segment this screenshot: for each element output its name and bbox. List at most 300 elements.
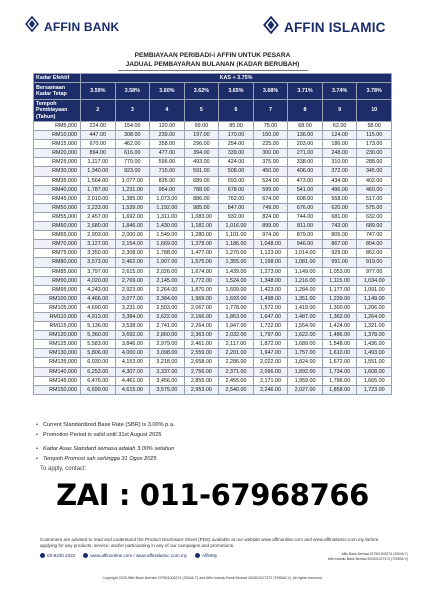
financing-amount-cell: RM55,000 <box>34 212 81 221</box>
monthly-payment-cell: 1,477.00 <box>184 249 219 258</box>
title-underline <box>118 70 308 71</box>
monthly-payment-cell: 170.00 <box>219 131 254 140</box>
financing-amount-cell: RM115,000 <box>34 322 81 331</box>
table-row <box>34 376 392 385</box>
monthly-payment-cell: 5,806.00 <box>81 349 116 358</box>
monthly-payment-cell: 1,436.00 <box>357 340 392 349</box>
monthly-payment-cell: 239.00 <box>150 131 185 140</box>
monthly-payment-cell: 2,756.00 <box>184 367 219 376</box>
financing-amount-cell: RM30,000 <box>34 167 81 176</box>
financing-amount-cell: RM45,000 <box>34 194 81 203</box>
monthly-payment-cell: 2,855.00 <box>184 376 219 385</box>
monthly-payment-cell: 450.00 <box>253 167 288 176</box>
agent-contact[interactable]: ZAI : 011-67968766 <box>56 478 369 512</box>
monthly-payment-cell: 1,385.00 <box>115 194 150 203</box>
monthly-payment-cell: 2,032.00 <box>219 331 254 340</box>
monthly-payment-cell: 4,913.00 <box>81 312 116 321</box>
monthly-payment-cell: 1,959.00 <box>288 376 323 385</box>
monthly-payment-cell: 575.00 <box>357 203 392 212</box>
monthly-payment-cell: 1,083.00 <box>184 212 219 221</box>
monthly-payment-cell: 1,362.00 <box>322 312 357 321</box>
tenure-year-cell: 4 <box>150 100 185 122</box>
monthly-payment-cell: 862.00 <box>357 249 392 258</box>
monthly-payment-cell: 4,243.00 <box>81 285 116 294</box>
monthly-payment-cell: 1,123.00 <box>253 249 288 258</box>
monthly-payment-cell: 1,858.00 <box>322 385 357 394</box>
monthly-payment-cell: 541.00 <box>288 185 323 194</box>
table-row <box>34 267 392 276</box>
header <box>0 0 425 44</box>
note-item-malay: • Tempoh Promosi sah sehingga 31 Ogos 2025 <box>36 456 157 462</box>
affin-bank-brand[interactable] <box>24 16 119 37</box>
affin-logo-icon <box>24 16 40 37</box>
monthly-payment-cell: 596.00 <box>150 158 185 167</box>
monthly-payment-cell: 345.00 <box>357 167 392 176</box>
monthly-payment-cell: 254.00 <box>219 140 254 149</box>
monthly-payment-cell: 1,239.00 <box>322 294 357 303</box>
monthly-payment-cell: 2,363.00 <box>184 331 219 340</box>
monthly-payment-cell: 1,796.00 <box>322 376 357 385</box>
monthly-payment-cell: 1,014.00 <box>288 249 323 258</box>
monthly-payment-cell: 4,153.00 <box>115 358 150 367</box>
monthly-payment-cell: 2,455.00 <box>219 376 254 385</box>
monthly-payment-cell: 770.00 <box>115 158 150 167</box>
monthly-payment-cell: 932.00 <box>219 212 254 221</box>
monthly-payment-cell: 5,136.00 <box>81 322 116 331</box>
monthly-payment-cell: 1,073.00 <box>150 194 185 203</box>
monthly-payment-cell: 2,923.00 <box>115 285 150 294</box>
monthly-payment-cell: 2,622.00 <box>150 312 185 321</box>
table-row <box>34 294 392 303</box>
monthly-payment-cell: 1,554.00 <box>288 322 323 331</box>
monthly-payment-cell: 1,351.00 <box>288 294 323 303</box>
repayment-table-container <box>33 73 392 395</box>
monthly-payment-cell: 3,127.00 <box>81 240 116 249</box>
monthly-payment-cell: 1,378.00 <box>357 331 392 340</box>
monthly-payment-cell: 6,699.00 <box>81 385 116 394</box>
repayment-table <box>33 73 392 395</box>
monthly-payment-cell: 338.00 <box>288 158 323 167</box>
monthly-payment-cell: 1,177.00 <box>322 285 357 294</box>
monthly-payment-cell: 1,493.00 <box>357 349 392 358</box>
monthly-payment-cell: 744.00 <box>288 212 323 221</box>
table-row <box>34 222 392 231</box>
monthly-payment-cell: 375.00 <box>253 158 288 167</box>
monthly-payment-cell: 477.00 <box>150 149 185 158</box>
monthly-payment-cell: 2,462.00 <box>115 258 150 267</box>
financing-amount-cell: RM120,000 <box>34 331 81 340</box>
notes-section <box>36 422 396 466</box>
financing-amount-cell: RM20,000 <box>34 149 81 158</box>
monthly-payment-cell: 1,264.00 <box>357 312 392 321</box>
monthly-payment-cell: 1,280.00 <box>184 231 219 240</box>
monthly-payment-cell: 4,466.00 <box>81 294 116 303</box>
monthly-payment-cell: 689.00 <box>184 176 219 185</box>
social-icon <box>195 553 200 558</box>
monthly-payment-cell: 1,186.00 <box>219 240 254 249</box>
monthly-payment-cell: 1,622.00 <box>288 331 323 340</box>
monthly-payment-cell: 1,672.00 <box>322 358 357 367</box>
monthly-payment-cell: 985.00 <box>184 203 219 212</box>
monthly-payment-cell: 424.00 <box>219 158 254 167</box>
monthly-payment-cell: 929.00 <box>322 249 357 258</box>
table-row <box>34 367 392 376</box>
monthly-payment-cell: 1,149.00 <box>288 267 323 276</box>
monthly-payment-cell: 85.00 <box>219 122 254 131</box>
tenure-year-cell: 6 <box>219 100 254 122</box>
affin-bank-logo-text: AFFIN BANK <box>44 19 120 34</box>
financing-amount-cell: RM35,000 <box>34 176 81 185</box>
financing-amount-cell: RM60,000 <box>34 222 81 231</box>
monthly-payment-cell: 2,308.00 <box>115 249 150 258</box>
monthly-payment-cell: 1,778.00 <box>219 303 254 312</box>
table-row <box>34 131 392 140</box>
monthly-payment-cell: 2,166.00 <box>184 312 219 321</box>
monthly-payment-cell: 2,067.00 <box>184 303 219 312</box>
monthly-payment-cell: 1,216.00 <box>288 276 323 285</box>
tenure-year-cell: 5 <box>184 100 219 122</box>
disclaimer-text: Customers are advised to read and understand the Product Disclosure Sheet (PDS) available at our website www.affinonline.com and www.affinislamic.com.my before applying for any products, service, and/or participating in any of our campaigns and promotions. <box>40 537 379 549</box>
financing-amount-cell: RM130,000 <box>34 349 81 358</box>
table-row <box>34 385 392 394</box>
monthly-payment-cell: 2,384.00 <box>150 294 185 303</box>
monthly-payment-cell: 1,689.00 <box>288 340 323 349</box>
monthly-payment-cell: 2,615.00 <box>115 267 150 276</box>
monthly-payment-cell: 1,947.00 <box>253 349 288 358</box>
monthly-payment-cell: 1,311.00 <box>150 212 185 221</box>
table-row <box>34 158 392 167</box>
monthly-payment-cell: 1,572.00 <box>253 303 288 312</box>
monthly-payment-cell: 811.00 <box>288 222 323 231</box>
monthly-payment-cell: 99.00 <box>184 122 219 131</box>
monthly-payment-cell: 3,538.00 <box>115 322 150 331</box>
monthly-payment-cell: 1,198.00 <box>253 258 288 267</box>
tenure-label: Tempoh Pembiayaan (Tahun) <box>34 100 81 122</box>
monthly-payment-cell: 372.00 <box>322 167 357 176</box>
monthly-payment-cell: 3,692.00 <box>115 331 150 340</box>
financing-amount-cell: RM125,000 <box>34 340 81 349</box>
table-row <box>34 349 392 358</box>
bullet-icon: • <box>36 422 38 428</box>
table-row <box>34 167 392 176</box>
monthly-payment-cell: 867.00 <box>322 240 357 249</box>
table-row <box>34 322 392 331</box>
monthly-payment-cell: 681.00 <box>322 212 357 221</box>
flat-rate-cell: 3.74% <box>322 83 357 100</box>
table-row <box>34 185 392 194</box>
copyright: Copyright 2025 Affin Bank Berhad 197501003274 (25046-T) and Affin Islamic Bank Berhad 200501027372 (709506-V). All rights reserved. <box>102 576 323 580</box>
monthly-payment-cell: 3,077.00 <box>115 294 150 303</box>
financing-amount-cell: RM105,000 <box>34 303 81 312</box>
monthly-payment-cell: 1,863.00 <box>219 312 254 321</box>
monthly-payment-cell: 2,860.00 <box>150 331 185 340</box>
monthly-payment-cell: 310.00 <box>322 158 357 167</box>
table-row <box>34 122 392 131</box>
monthly-payment-cell: 1,498.00 <box>253 294 288 303</box>
monthly-payment-cell: 743.00 <box>322 222 357 231</box>
monthly-payment-cell: 1,284.00 <box>288 285 323 294</box>
phone-contact[interactable]: 03-8230 2222 <box>40 553 75 558</box>
monthly-payment-cell: 2,145.00 <box>150 276 185 285</box>
table-row <box>34 240 392 249</box>
monthly-payment-cell: 2,000.00 <box>115 231 150 240</box>
financing-amount-cell: RM70,000 <box>34 240 81 249</box>
financing-amount-cell: RM5,000 <box>34 122 81 131</box>
note-item: • Current Standardized Base Rate (SBR) is 3.00% p.a. <box>36 422 175 428</box>
financing-amount-cell: RM110,000 <box>34 312 81 321</box>
tenure-year-cell: 7 <box>253 100 288 122</box>
monthly-payment-cell: 1,439.00 <box>219 267 254 276</box>
monthly-payment-cell: 1,846.00 <box>115 222 150 231</box>
monthly-payment-cell: 62.00 <box>322 122 357 131</box>
table-row <box>34 203 392 212</box>
social-link[interactable]: AffinMy <box>195 553 217 558</box>
monthly-payment-cell: 1,077.00 <box>115 176 150 185</box>
monthly-payment-cell: 1,048.00 <box>253 240 288 249</box>
monthly-payment-cell: 434.00 <box>322 176 357 185</box>
monthly-payment-cell: 847.00 <box>219 203 254 212</box>
financing-amount-cell: RM135,000 <box>34 358 81 367</box>
table-row <box>34 249 392 258</box>
monthly-payment-cell: 919.00 <box>357 258 392 267</box>
monthly-payment-cell: 5,583.00 <box>81 340 116 349</box>
product-title: PEMBIAYAAN PERIBADI-i AFFIN UNTUK PESARA <box>134 52 291 59</box>
monthly-payment-cell: 1,340.00 <box>81 167 116 176</box>
website-link[interactable]: www.affinonline.com / www.affinislamic.com.my <box>83 553 187 558</box>
kas-rate-header: KAS + 3.75% <box>81 74 392 83</box>
monthly-payment-cell: 1,016.00 <box>219 222 254 231</box>
monthly-payment-cell: 805.00 <box>322 231 357 240</box>
monthly-payment-cell: 2,264.00 <box>184 322 219 331</box>
monthly-payment-cell: 1,757.00 <box>288 349 323 358</box>
monthly-payment-cell: 2,286.00 <box>219 358 254 367</box>
flat-rate-cell: 3.62% <box>184 83 219 100</box>
monthly-payment-cell: 616.00 <box>115 149 150 158</box>
monthly-payment-cell: 6,253.00 <box>81 367 116 376</box>
monthly-payment-cell: 136.00 <box>288 131 323 140</box>
monthly-payment-cell: 954.00 <box>150 185 185 194</box>
monthly-payment-cell: 1,824.00 <box>288 358 323 367</box>
tenure-year-cell: 9 <box>322 100 357 122</box>
table-row <box>34 176 392 185</box>
monthly-payment-cell: 358.00 <box>150 140 185 149</box>
monthly-payment-cell: 886.00 <box>184 194 219 203</box>
monthly-payment-cell: 288.00 <box>357 158 392 167</box>
monthly-payment-cell: 1,231.00 <box>115 185 150 194</box>
flat-rate-cell: 3.71% <box>288 83 323 100</box>
affin-islamic-logo-text: AFFIN ISLAMIC <box>284 20 386 35</box>
monthly-payment-cell: 2,461.00 <box>184 340 219 349</box>
monthly-payment-cell: 4,461.00 <box>115 376 150 385</box>
monthly-payment-cell: 6,476.00 <box>81 376 116 385</box>
financing-amount-cell: RM85,000 <box>34 267 81 276</box>
monthly-payment-cell: 2,027.00 <box>288 385 323 394</box>
monthly-payment-cell: 2,769.00 <box>115 276 150 285</box>
monthly-payment-cell: 3,350.00 <box>81 249 116 258</box>
monthly-payment-cell: 2,154.00 <box>115 240 150 249</box>
monthly-payment-cell: 1,787.00 <box>81 185 116 194</box>
monthly-payment-cell: 1,549.00 <box>150 231 185 240</box>
monthly-payment-cell: 1,674.00 <box>184 267 219 276</box>
monthly-payment-cell: 524.00 <box>253 176 288 185</box>
monthly-payment-cell: 824.00 <box>253 212 288 221</box>
monthly-payment-cell: 2,022.00 <box>253 358 288 367</box>
monthly-payment-cell: 762.00 <box>219 194 254 203</box>
monthly-payment-cell: 225.00 <box>253 140 288 149</box>
monthly-payment-cell: 4,307.00 <box>115 367 150 376</box>
monthly-payment-cell: 1,693.00 <box>219 294 254 303</box>
monthly-payment-cell: 977.00 <box>357 267 392 276</box>
table-row <box>34 231 392 240</box>
financing-amount-cell: RM50,000 <box>34 203 81 212</box>
monthly-payment-cell: 923.00 <box>115 167 150 176</box>
monthly-payment-cell: 402.00 <box>357 176 392 185</box>
monthly-payment-cell: 1,081.00 <box>288 258 323 267</box>
monthly-payment-cell: 1,669.00 <box>150 240 185 249</box>
monthly-payment-cell: 1,321.00 <box>357 322 392 331</box>
monthly-payment-cell: 1,348.00 <box>253 276 288 285</box>
effective-rate-label: Kadar Efektif <box>34 74 81 83</box>
monthly-payment-cell: 3,337.00 <box>150 367 185 376</box>
monthly-payment-cell: 676.00 <box>288 203 323 212</box>
monthly-payment-cell: 1,692.00 <box>115 212 150 221</box>
monthly-payment-cell: 1,115.00 <box>322 276 357 285</box>
monthly-payment-cell: 670.00 <box>81 140 116 149</box>
tenure-year-cell: 2 <box>81 100 116 122</box>
monthly-payment-cell: 749.00 <box>253 203 288 212</box>
monthly-payment-cell: 394.00 <box>184 149 219 158</box>
monthly-payment-cell: 2,246.00 <box>253 385 288 394</box>
monthly-payment-cell: 991.00 <box>322 258 357 267</box>
monthly-payment-cell: 460.00 <box>357 185 392 194</box>
monthly-payment-cell: 339.00 <box>219 149 254 158</box>
monthly-payment-cell: 974.00 <box>253 231 288 240</box>
monthly-payment-cell: 271.00 <box>288 149 323 158</box>
monthly-payment-cell: 3,098.00 <box>150 349 185 358</box>
monthly-payment-cell: 1,192.00 <box>150 203 185 212</box>
bullet-icon: • <box>36 456 38 462</box>
monthly-payment-cell: 124.00 <box>322 131 357 140</box>
monthly-payment-cell: 308.00 <box>115 131 150 140</box>
monthly-payment-cell: 224.00 <box>81 122 116 131</box>
monthly-payment-cell: 1,969.00 <box>184 294 219 303</box>
table-row <box>34 212 392 221</box>
financing-amount-cell: RM65,000 <box>34 231 81 240</box>
note-item: • Promotion Period is valid until 31st August 2025 <box>36 432 162 438</box>
monthly-payment-cell: 1,870.00 <box>184 285 219 294</box>
monthly-payment-cell: 1,551.00 <box>357 358 392 367</box>
monthly-payment-cell: 689.00 <box>357 222 392 231</box>
monthly-payment-cell: 447.00 <box>81 131 116 140</box>
monthly-payment-cell: 2,903.00 <box>81 231 116 240</box>
financing-amount-cell: RM100,000 <box>34 294 81 303</box>
monthly-payment-cell: 1,487.00 <box>288 312 323 321</box>
monthly-payment-cell: 2,658.00 <box>184 358 219 367</box>
globe-icon <box>83 553 88 558</box>
table-row <box>34 340 392 349</box>
monthly-payment-cell: 1,206.00 <box>357 303 392 312</box>
financing-amount-cell: RM15,000 <box>34 140 81 149</box>
financing-amount-cell: RM75,000 <box>34 249 81 258</box>
table-row <box>34 303 392 312</box>
monthly-payment-cell: 608.00 <box>288 194 323 203</box>
monthly-payment-cell: 678.00 <box>219 185 254 194</box>
table-row <box>34 276 392 285</box>
monthly-payment-cell: 493.00 <box>184 158 219 167</box>
monthly-payment-cell: 115.00 <box>357 131 392 140</box>
monthly-payment-cell: 2,201.00 <box>219 349 254 358</box>
flat-rate-cell: 3.65% <box>219 83 254 100</box>
monthly-payment-cell: 2,010.00 <box>81 194 116 203</box>
monthly-payment-cell: 1,892.00 <box>288 367 323 376</box>
monthly-payment-cell: 186.00 <box>322 140 357 149</box>
monthly-payment-cell: 1,734.00 <box>322 367 357 376</box>
monthly-payment-cell: 197.00 <box>184 131 219 140</box>
monthly-payment-cell: 620.00 <box>322 203 357 212</box>
monthly-payment-cell: 1,149.00 <box>357 294 392 303</box>
monthly-payment-cell: 473.00 <box>288 176 323 185</box>
table-row <box>34 194 392 203</box>
monthly-payment-cell: 6,030.00 <box>81 358 116 367</box>
monthly-payment-cell: 154.00 <box>115 122 150 131</box>
monthly-payment-cell: 1,300.00 <box>322 303 357 312</box>
monthly-payment-cell: 248.00 <box>322 149 357 158</box>
monthly-payment-cell: 1,270.00 <box>219 249 254 258</box>
table-row <box>34 331 392 340</box>
monthly-payment-cell: 4,690.00 <box>81 303 116 312</box>
flat-rate-label: Bersamaan Kadar Tetap <box>34 83 81 100</box>
monthly-payment-cell: 1,647.00 <box>253 312 288 321</box>
flat-rate-cell: 3.68% <box>253 83 288 100</box>
monthly-payment-cell: 230.00 <box>357 149 392 158</box>
phone-icon <box>40 553 45 558</box>
table-row <box>34 358 392 367</box>
registration-info: Affin Bank Berhad 197501003274 (25046-T) Affin Islamic Bank Berhad 200501027372 (709506-V) <box>327 552 408 561</box>
monthly-payment-cell: 1,907.00 <box>150 258 185 267</box>
monthly-payment-cell: 1,548.00 <box>322 340 357 349</box>
monthly-payment-cell: 1,947.00 <box>219 322 254 331</box>
monthly-payment-cell: 1,034.00 <box>357 276 392 285</box>
monthly-payment-cell: 1,419.00 <box>288 303 323 312</box>
financing-amount-cell: RM40,000 <box>34 185 81 194</box>
monthly-payment-cell: 3,456.00 <box>150 376 185 385</box>
monthly-payment-cell: 2,233.00 <box>81 203 116 212</box>
monthly-payment-cell: 1,772.00 <box>184 276 219 285</box>
monthly-payment-cell: 1,424.00 <box>322 322 357 331</box>
monthly-payment-cell: 593.00 <box>219 176 254 185</box>
monthly-payment-cell: 1,101.00 <box>219 231 254 240</box>
monthly-payment-cell: 2,540.00 <box>219 385 254 394</box>
monthly-payment-cell: 2,171.00 <box>253 376 288 385</box>
monthly-payment-cell: 300.00 <box>253 149 288 158</box>
document-titles <box>0 52 425 71</box>
monthly-payment-cell: 674.00 <box>253 194 288 203</box>
table-row <box>34 258 392 267</box>
bullet-icon: • <box>36 432 38 438</box>
monthly-payment-cell: 899.00 <box>253 222 288 231</box>
financing-amount-cell: RM95,000 <box>34 285 81 294</box>
monthly-payment-cell: 2,680.00 <box>81 222 116 231</box>
monthly-payment-cell: 4,020.00 <box>81 276 116 285</box>
monthly-payment-cell: 1,722.00 <box>253 322 288 331</box>
monthly-payment-cell: 508.00 <box>219 167 254 176</box>
affin-islamic-brand[interactable] <box>262 16 386 39</box>
monthly-payment-cell: 1,117.00 <box>81 158 116 167</box>
monthly-payment-cell: 632.00 <box>357 212 392 221</box>
financing-amount-cell: RM90,000 <box>34 276 81 285</box>
monthly-payment-cell: 2,741.00 <box>150 322 185 331</box>
monthly-payment-cell: 2,953.00 <box>184 385 219 394</box>
